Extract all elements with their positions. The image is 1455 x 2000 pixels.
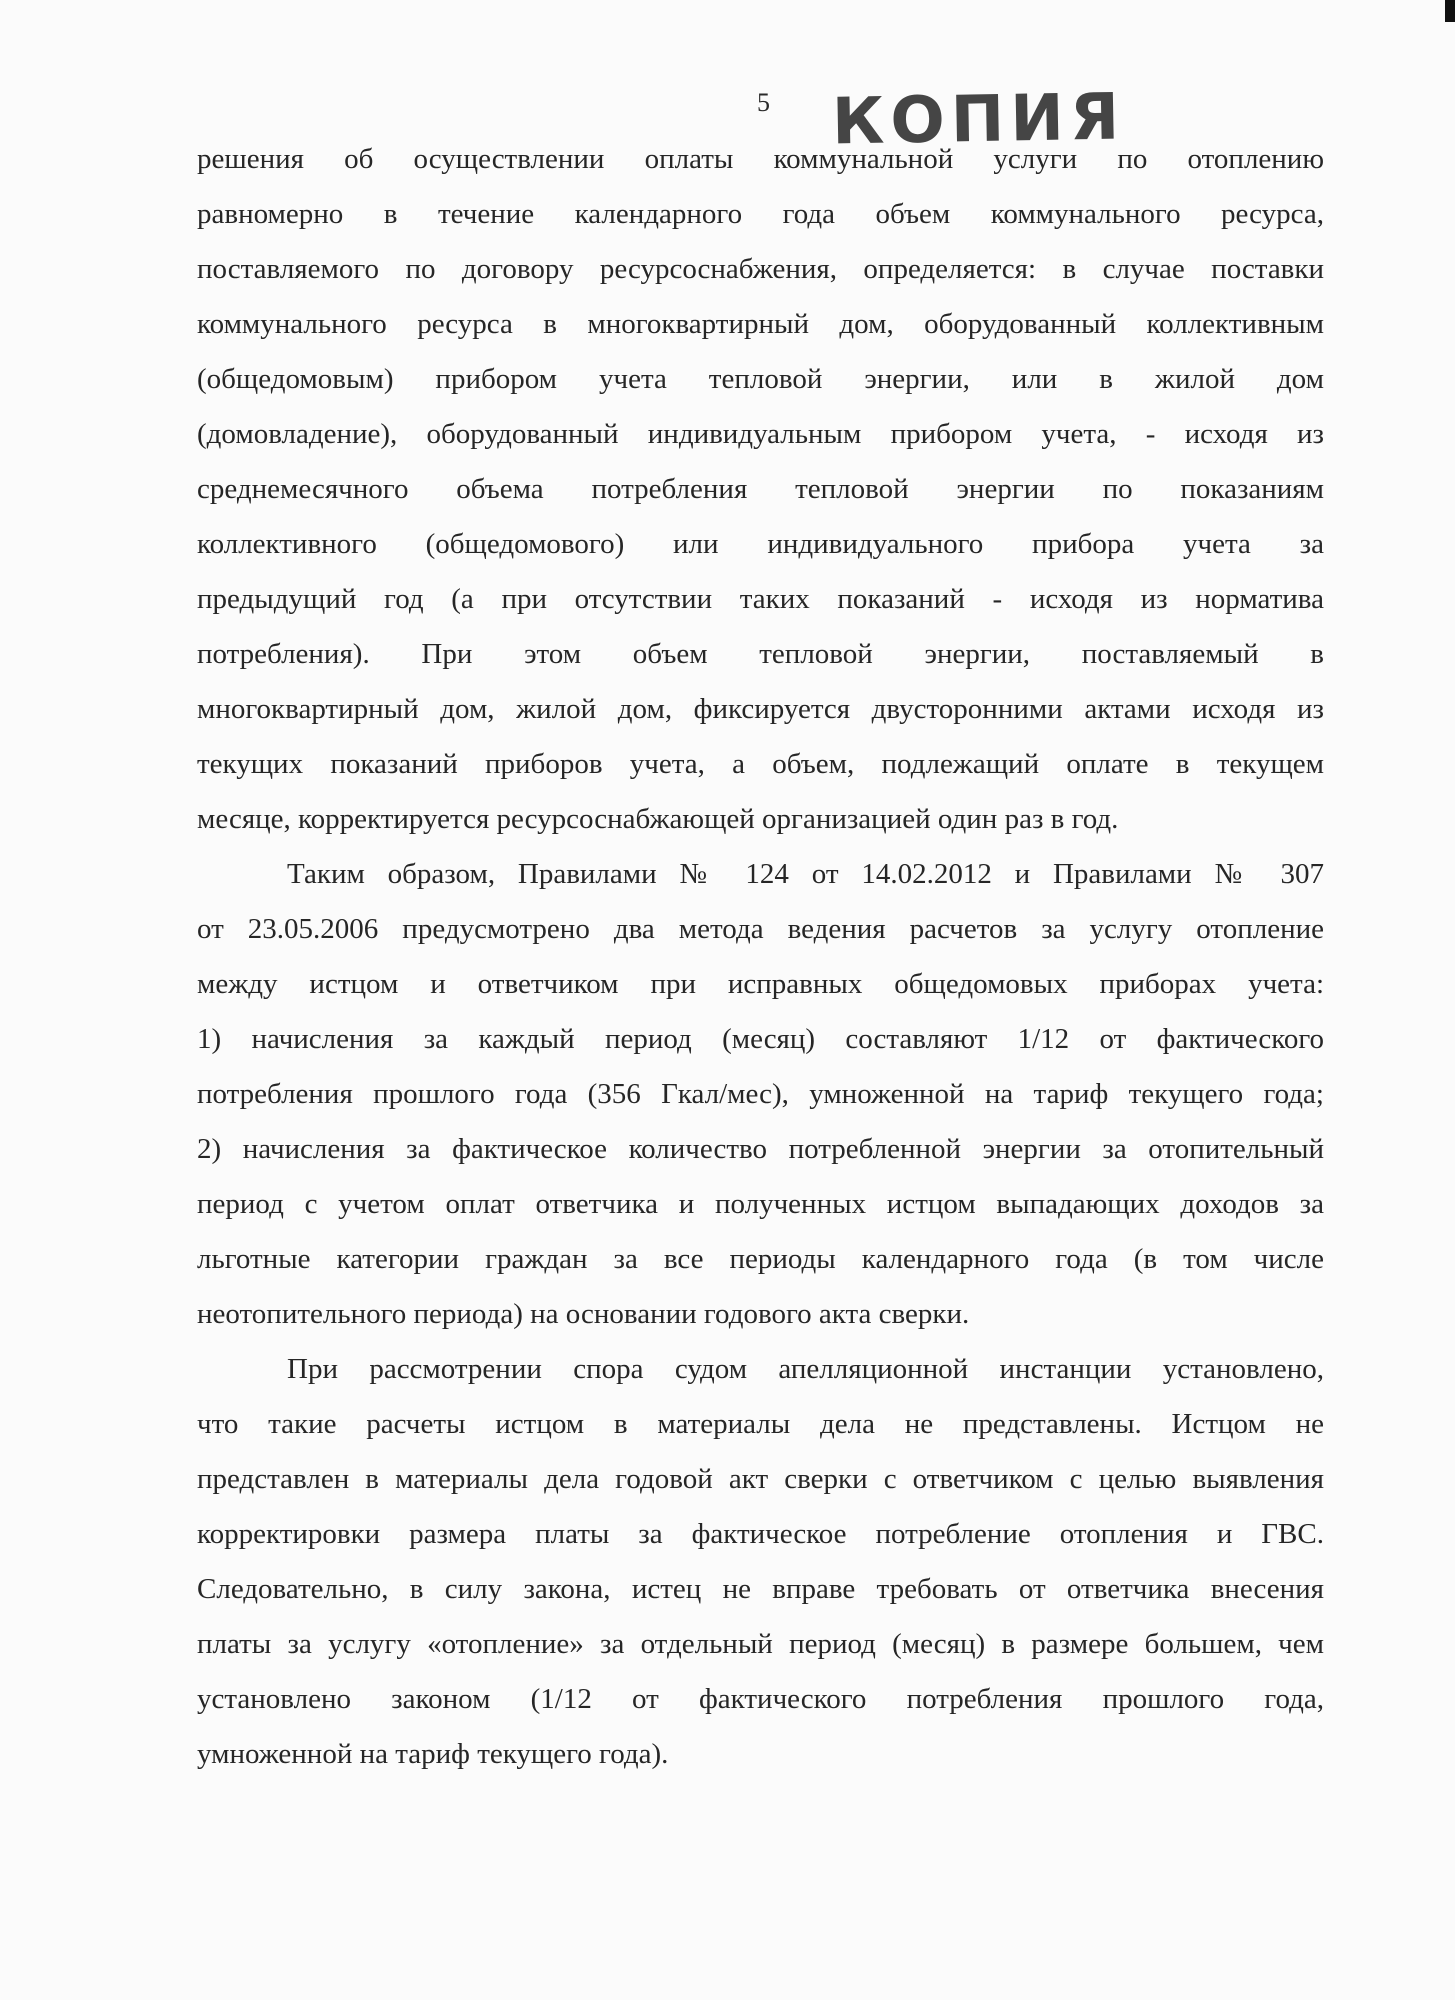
text-line: льготные категории граждан за все периоды календарного года (в том числе [197,1243,1324,1275]
text-line: текущих показаний приборов учета, а объем, подлежащий оплате в текущем [197,748,1324,780]
paragraph-1 [197,132,1324,847]
document-body [197,132,1324,1782]
text-line: (общедомовым) прибором учета тепловой энергии, или в жилой дом [197,363,1324,395]
text-line: месяце, корректируется ресурсоснабжающей организацией один раз в год. [197,803,1119,835]
text-line: платы за услугу «отопление» за отдельный период (месяц) в размере большем, чем [197,1628,1324,1660]
copy-stamp: КОПИЯ [831,80,1126,160]
text-line: решения об осуществлении оплаты коммунальной услуги по отоплению [197,143,1324,175]
text-line: представлен в материалы дела годовой акт сверки с ответчиком с целью выявления [197,1463,1324,1495]
page-number: 5 [757,88,770,117]
text-line: предыдущий год (а при отсутствии таких показаний - исходя из норматива [197,583,1324,615]
text-line: 1) начисления за каждый период (месяц) составляют 1/12 от фактического [197,1023,1324,1055]
text-line: от 23.05.2006 предусмотрено два метода ведения расчетов за услугу отопление [197,913,1324,945]
text-line: умноженной на тариф текущего года). [197,1738,669,1770]
text-line: корректировки размера платы за фактическое потребление отопления и ГВС. [197,1518,1324,1550]
text-line: неотопительного периода) на основании годового акта сверки. [197,1298,970,1330]
scan-edge-mark [1445,0,1455,22]
text-line: среднемесячного объема потребления тепловой энергии по показаниям [197,473,1324,505]
text-line: установлено законом (1/12 от фактического потребления прошлого года, [197,1683,1324,1715]
text-line: потребления). При этом объем тепловой энергии, поставляемый в [197,638,1324,670]
text-line: коллективного (общедомового) или индивидуального прибора учета за [197,528,1324,560]
text-line: потребления прошлого года (356 Гкал/мес), умноженной на тариф текущего года; [197,1078,1324,1110]
paragraph-3 [197,1342,1324,1782]
text-line: многоквартирный дом, жилой дом, фиксируется двусторонними актами исходя из [197,693,1324,725]
text-line: (домовладение), оборудованный индивидуальным прибором учета, - исходя из [197,418,1324,450]
text-line: 2) начисления за фактическое количество потребленной энергии за отопительный [197,1133,1324,1165]
text-line: Таким образом, Правилами № 124 от 14.02.2012 и Правилами № 307 [287,858,1324,890]
text-line: что такие расчеты истцом в материалы дела не представлены. Истцом не [197,1408,1324,1440]
text-line: равномерно в течение календарного года объем коммунального ресурса, [197,198,1324,230]
text-line: период с учетом оплат ответчика и полученных истцом выпадающих доходов за [197,1188,1324,1220]
text-line: поставляемого по договору ресурсоснабжения, определяется: в случае поставки [197,253,1324,285]
paragraph-2 [197,847,1324,1342]
text-line: между истцом и ответчиком при исправных общедомовых приборах учета: [197,968,1324,1000]
text-line: При рассмотрении спора судом апелляционной инстанции установлено, [287,1353,1324,1385]
text-line: коммунального ресурса в многоквартирный дом, оборудованный коллективным [197,308,1324,340]
text-line: Следовательно, в силу закона, истец не вправе требовать от ответчика внесения [197,1573,1324,1605]
